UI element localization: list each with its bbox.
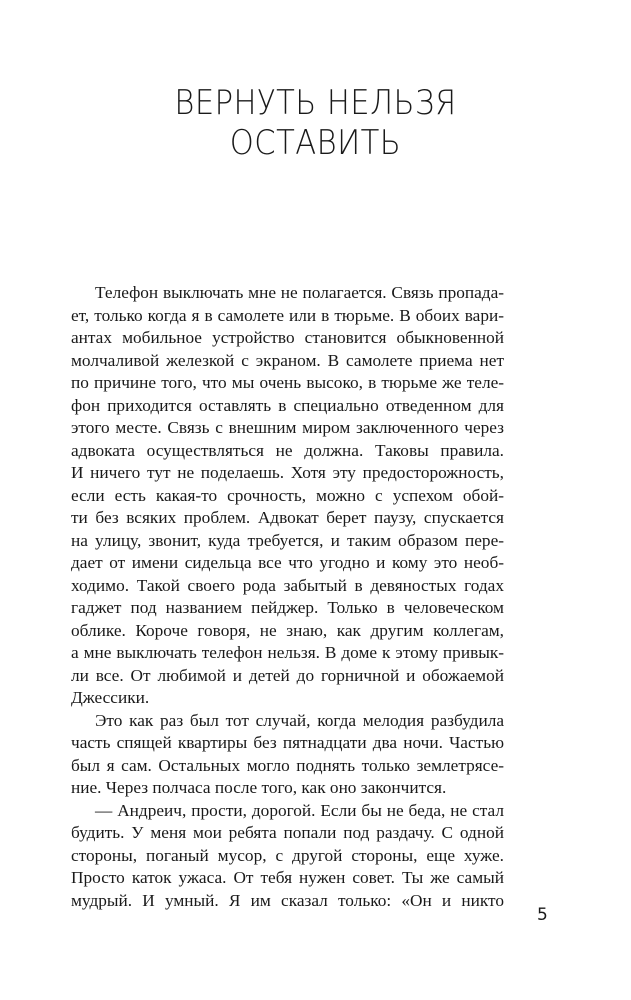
- chapter-title-line: ВЕРНУТЬ НЕЛЬЗЯ: [174, 83, 457, 123]
- text-line: мудрый. И умный. Я им сказал только: «Он и никто: [71, 890, 504, 910]
- text-line: Это как раз был тот случай, когда мелодия разбудила: [95, 710, 504, 730]
- text-line: молчаливой железкой с экраном. В самолете приема нет: [71, 350, 504, 370]
- text-line: а мне выключать телефон нельзя. В доме к этому привык-: [71, 643, 504, 662]
- text-line: ходимо. Такой своего рода забытый в девяностых годах: [71, 575, 504, 595]
- text-line: дает от имени сидельца все что угодно и кому это необ-: [71, 553, 504, 572]
- text-line: на улицу, звонит, куда требуется, и таким образом пере-: [71, 530, 504, 550]
- text-line: Просто каток ужаса. От тебя нужен совет. Ты же самый: [71, 868, 504, 887]
- text-line: по причине того, что мы очень высоко, в тюрьме же теле-: [71, 373, 504, 392]
- chapter-title: [32, 83, 600, 163]
- text-line: ли все. От любимой и детей до горничной и обожаемой: [71, 665, 504, 685]
- text-line: гаджет под названием пейджер. Только в человеческом: [71, 598, 504, 617]
- text-line: часть спящей квартиры без пятнадцати два ночи. Частью: [71, 733, 504, 752]
- text-line: ти без всяких проблем. Адвокат берет паузу, спускается: [71, 508, 504, 527]
- text-line: адвоката осуществляться не должна. Таковы правила.: [71, 440, 504, 460]
- text-line: ет, только когда я в самолете или в тюрьме. В обоих вари-: [71, 305, 504, 325]
- text-line: И ничего тут не поделаешь. Хотя эту предосторожность,: [71, 463, 504, 482]
- text-line: был я сам. Остальных могло поднять только землетрясе-: [71, 755, 504, 775]
- body-text: [71, 282, 504, 912]
- text-line: будить. У меня мои ребята попали под раздачу. С одной: [71, 823, 504, 842]
- text-line: — Андреич, прости, дорогой. Если бы не беда, не стал: [95, 800, 504, 820]
- text-line: Телефон выключать мне не полагается. Связь пропада-: [95, 283, 504, 302]
- text-line: антах мобильное устройство становится обыкновенной: [71, 328, 504, 347]
- chapter-title-line: ОСТАВИТЬ: [229, 123, 402, 163]
- text-line: фон приходится оставлять в специально отведенном для: [71, 395, 504, 415]
- page-number: 5: [537, 905, 548, 925]
- text-line: ние. Через полчаса после того, как оно закончится.: [71, 778, 447, 797]
- text-line: стороны, поганый мусор, с другой стороны, еще хуже.: [71, 845, 504, 865]
- text-line: Джессики.: [71, 688, 150, 707]
- text-line: если есть какая-то срочность, можно с успехом обой-: [71, 485, 504, 505]
- text-line: этого месте. Связь с внешним миром заключенного через: [71, 418, 504, 437]
- text-line: облике. Короче говоря, не знаю, как другим коллегам,: [71, 620, 504, 640]
